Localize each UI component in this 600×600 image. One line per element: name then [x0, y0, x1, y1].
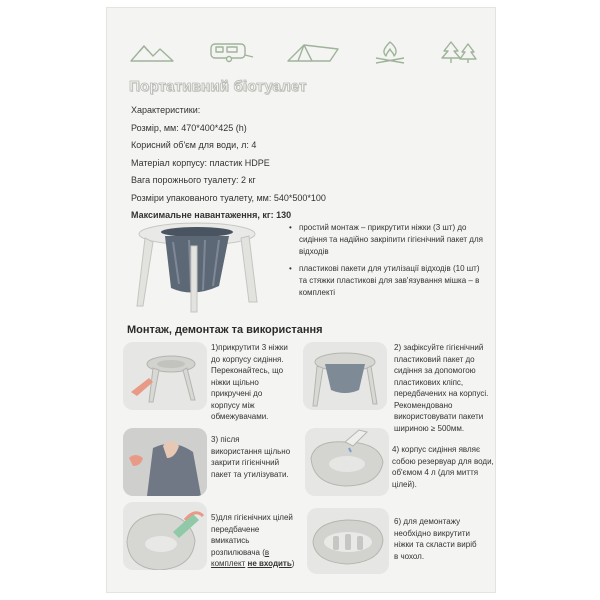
step-1-line: обмежувачами.	[211, 412, 269, 421]
step-1-image	[123, 342, 207, 410]
step-2-line: сидіння за допомогою	[394, 366, 476, 375]
step-1-line: ніжки щільно	[211, 377, 259, 387]
step-6-line: необхідно викрутити	[394, 528, 471, 538]
step-4-line: собою резервуар для води,	[392, 456, 494, 466]
step-3-line: пакет та утилізувати.	[211, 469, 289, 479]
step-2-line: шириною ≥ 500мм.	[394, 423, 465, 433]
step-1-line: корпусу між	[211, 400, 255, 410]
step-2-line: пластиковий пакет до	[394, 354, 475, 364]
specs-heading: Характеристики:	[131, 105, 201, 115]
step-5-text	[211, 512, 294, 570]
step-3-text	[211, 434, 290, 480]
spec-volume: Корисний об'єм для води, л: 4	[131, 140, 257, 150]
spec-material: Матеріал корпусу: пластик HDPE	[131, 157, 270, 168]
spec-max-load: Максимальне навантаження, кг: 130	[131, 210, 292, 220]
step-1-line: прикручені до	[211, 389, 263, 398]
step-2-text	[394, 342, 488, 434]
step-5-line	[211, 547, 294, 559]
step-1-line: 1)прикрутити 3 ніжки	[211, 343, 288, 352]
step-5-text-part: розпилювача (	[211, 547, 265, 557]
mountains-icon	[129, 41, 175, 63]
step-2-line: використовувати пакети	[394, 412, 484, 421]
step-4-line: 4) корпус сидіння являє	[392, 445, 481, 454]
feature-item	[289, 263, 489, 299]
step-5-image	[123, 502, 207, 570]
step-1-line: Переконайтесь, що	[211, 366, 284, 375]
step-5-line: передбачене	[211, 524, 260, 534]
step-2-line: передбачених на корпусі.	[394, 389, 489, 398]
step-5-text-part: )	[291, 559, 295, 568]
step-2-line: Рекомендовано	[394, 400, 453, 410]
step-1-line: до корпусу сидіння.	[211, 354, 284, 364]
step-6-line: ніжки та скласти виріб	[394, 540, 477, 549]
instruction-sheet	[107, 8, 495, 592]
step-5-underlined: в	[264, 547, 270, 557]
step-5-line: вмикатись	[211, 536, 250, 545]
page-title: Портативний біотуалет	[129, 78, 307, 95]
step-1-text	[211, 342, 288, 423]
bullet-dot: •	[289, 264, 292, 273]
feature-text: простий монтаж – прикрутити ніжки (3 шт) до сидіння та надійно закріпити гігієнічний пакет для відходів	[299, 223, 483, 256]
step-5-bold-underlined: не входить	[247, 559, 292, 568]
step-4-image	[305, 428, 389, 496]
fir-trees-icon	[439, 40, 479, 64]
step-3-line: використання щільно	[211, 446, 291, 456]
step-5-underlined: комплект	[211, 559, 246, 568]
step-5-line: 5)для гігієнічних цілей	[211, 513, 293, 522]
step-4-line: об'ємом 4 л (для миття	[392, 468, 479, 477]
step-6-text	[394, 516, 477, 562]
step-3-line: закрити гігієнічний	[211, 458, 280, 467]
specifications	[131, 102, 326, 225]
campfire-icon	[372, 40, 408, 64]
feature-text: пластикові пакети для утилізації відходів (10 шт) та стяжки пластикові для зав'язування мішка – в комплекті	[299, 264, 480, 297]
feature-item	[289, 222, 489, 258]
step-5-line	[211, 558, 294, 570]
step-3-image	[123, 428, 207, 496]
step-6-line: 6) для демонтажу	[394, 517, 461, 526]
spec-packed-size: Розміри упакованого туалету, мм: 540*500*100	[131, 192, 326, 203]
spec-weight: Вага порожнього туалету: 2 кг	[131, 175, 256, 185]
step-4-line: цілей).	[392, 479, 417, 489]
step-6-image	[307, 508, 389, 574]
tent-icon	[286, 41, 340, 63]
step-2-line: 2) зафіксуйте гігієнічний	[394, 343, 484, 352]
step-2-image	[303, 342, 387, 410]
spec-size: Розмір, мм: 470*400*425 (h)	[131, 122, 247, 133]
step-6-line: в чохол.	[394, 551, 425, 561]
header-icons	[129, 36, 479, 68]
section-title: Монтаж, демонтаж та використання	[127, 324, 323, 336]
bullet-dot: •	[289, 223, 292, 232]
caravan-icon	[207, 41, 255, 63]
step-2-line: пластикових кліпс,	[394, 377, 464, 387]
step-3-line: 3) після	[211, 435, 240, 444]
product-photo	[131, 220, 259, 314]
step-4-text	[392, 444, 494, 490]
features-list	[289, 222, 489, 304]
